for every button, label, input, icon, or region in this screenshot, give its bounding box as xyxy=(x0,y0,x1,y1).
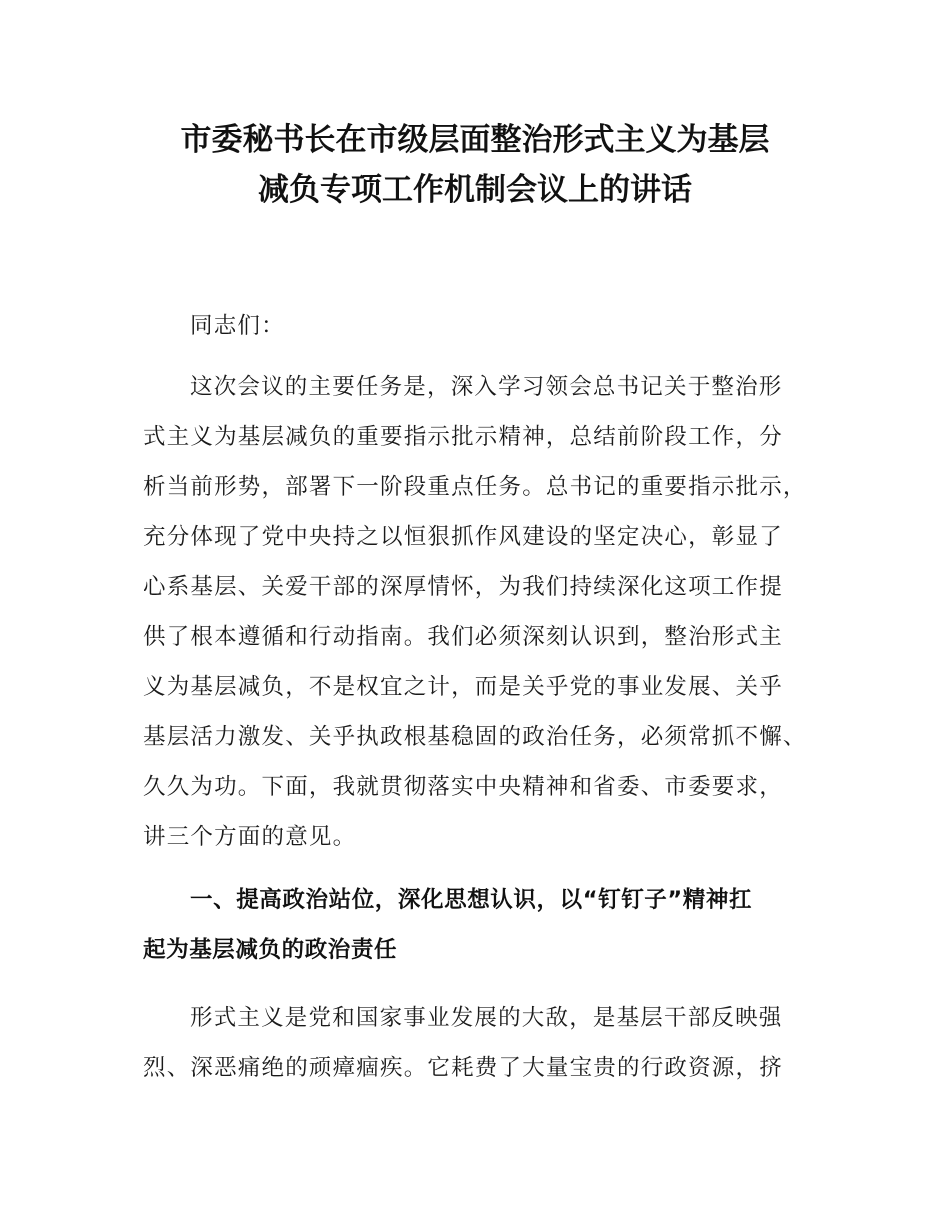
paragraph-1-line: 基层活力激发、关乎执政根基稳固的政治任务，必须常抓不懈、 xyxy=(143,724,807,750)
paragraph-1-line: 析当前形势，部署下一阶段重点任务。总书记的重要指示批示， xyxy=(143,474,807,500)
paragraph-1-line: 讲三个方面的意见。 xyxy=(143,824,357,850)
document-title-line-2: 减负专项工作机制会议上的讲话 xyxy=(258,172,692,208)
paragraph-1-line: 久久为功。下面，我就贯彻落实中央精神和省委、市委要求， xyxy=(143,774,783,800)
paragraph-1-line: 供了根本遵循和行动指南。我们必须深刻认识到，整治形式主 xyxy=(143,624,783,650)
paragraph-1-line: 充分体现了党中央持之以恒狠抓作风建设的坚定决心，彰显了 xyxy=(143,524,783,550)
document-title-line-1: 市委秘书长在市级层面整治形式主义为基层 xyxy=(180,122,770,158)
paragraph-1-line: 这次会议的主要任务是，深入学习领会总书记关于整治形 xyxy=(190,374,783,400)
section-heading-1-line-1: 一、提高政治站位，深化思想认识，以“钉钉子”精神扛 xyxy=(190,887,753,913)
paragraph-1-line: 义为基层减负，不是权宜之计，而是关乎党的事业发展、关乎 xyxy=(143,674,783,700)
salutation: 同志们： xyxy=(190,313,285,339)
paragraph-2-line: 形式主义是党和国家事业发展的大敌，是基层干部反映强 xyxy=(190,1005,783,1031)
paragraph-1-line: 式主义为基层减负的重要指示批示精神，总结前阶段工作，分 xyxy=(143,424,783,450)
paragraph-2-line: 烈、深恶痛绝的顽瘴痼疾。它耗费了大量宝贵的行政资源，挤 xyxy=(143,1055,783,1081)
section-heading-1-line-2: 起为基层减负的政治责任 xyxy=(143,937,398,963)
paragraph-1-line: 心系基层、关爱干部的深厚情怀，为我们持续深化这项工作提 xyxy=(143,574,783,600)
